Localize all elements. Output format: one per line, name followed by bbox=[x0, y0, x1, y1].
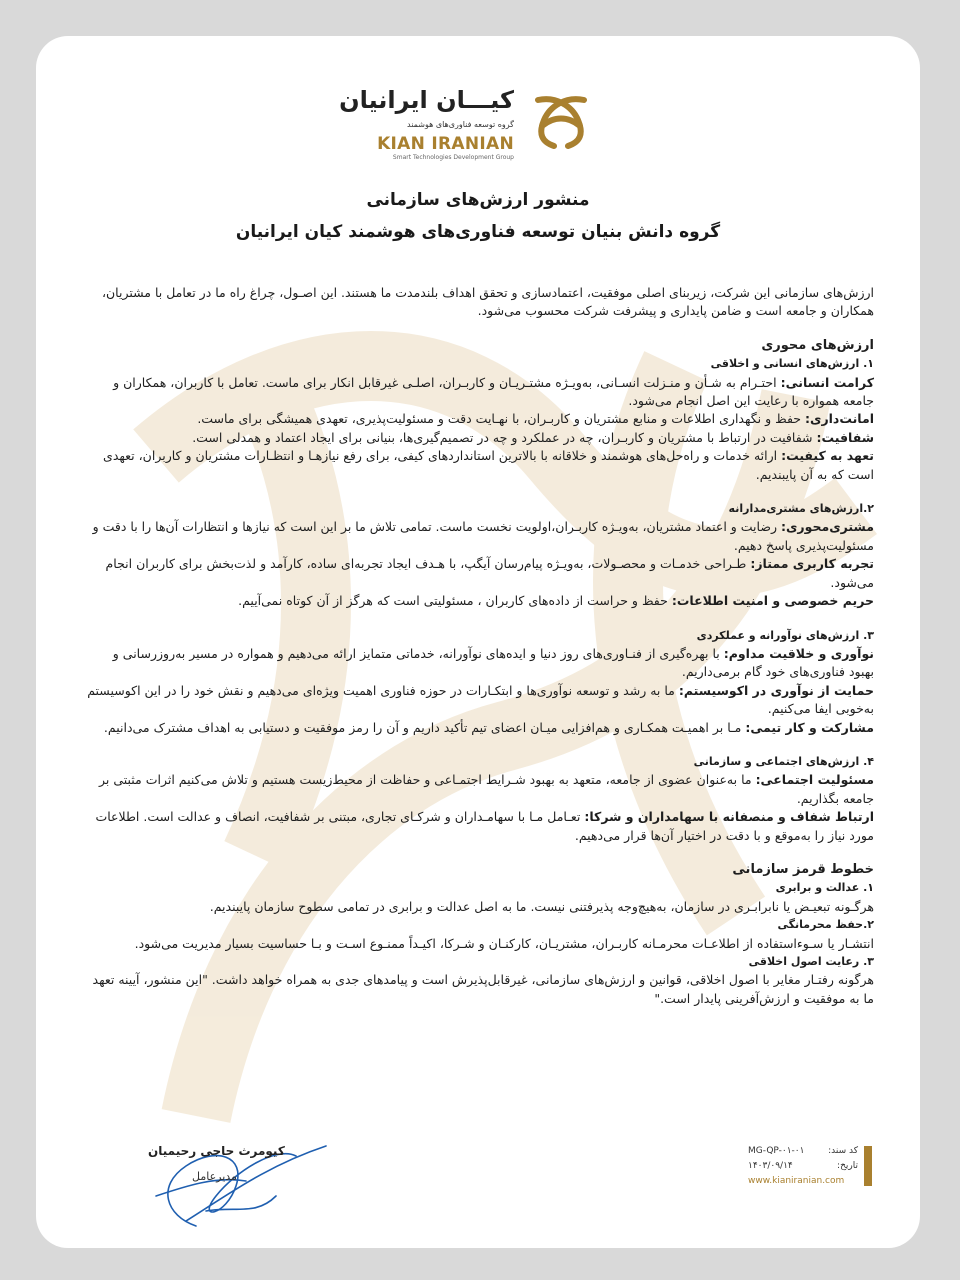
brand-name-fa: کیـــان ایرانیان bbox=[339, 86, 514, 114]
document-subtitle: گروه دانش بنیان توسعه فناوری‌های هوشمند کیان ایرانیان bbox=[235, 222, 721, 242]
value-label: حریم خصوصی و امنیت اطلاعات: bbox=[671, 593, 874, 609]
signature-scribble bbox=[126, 1126, 356, 1236]
value-text: با بهره‌گیری از فنـاوری‌های روز دنیا و ایده‌های نوآورانه، خدماتی متمایز ارائه می‌دهیم و همواره در مسیر به‌روزرسانی و بهبود فناوری‌های خود گام برمی‌داریم. bbox=[112, 645, 874, 680]
value-text: احتـرام به شـأن و منـزلت انسـانی، به‌ویـژه مشتـریـان و کاربـران، اصلـی غیرقابل انکار برای ماست. تعامل با کاربران، همکاران و جامعه همواره با رعایت این اصل انجام می‌شود. bbox=[113, 374, 874, 409]
red-lines-heading: خطوط قرمز سازمانی bbox=[732, 861, 874, 877]
group-title: ۴. ارزش‌های اجتماعی و سازمانی bbox=[693, 754, 874, 768]
value-item bbox=[84, 645, 874, 682]
value-label: شفافیت: bbox=[816, 429, 874, 445]
accent-bar bbox=[864, 1146, 872, 1186]
document-body bbox=[84, 284, 874, 1008]
value-text: ما به‌عنوان عضوی از جامعه، متعهد به بهبود شـرایط اجتمـاعی و حفاظت از محیط‌زیست هستیم و تلاش می‌کنیم اثرات مثبتی بر جامعه بگذاریم. bbox=[98, 772, 874, 806]
value-label: تجربه کاربری ممتاز: bbox=[750, 556, 874, 572]
brand-subtitle-en: Smart Technologies Development Group bbox=[392, 154, 514, 161]
doc-date-label: تاریخ: bbox=[837, 1161, 858, 1171]
doc-date-row bbox=[748, 1159, 858, 1174]
value-label: مسئولیت اجتماعی: bbox=[755, 772, 874, 788]
value-label: امانت‌داری: bbox=[805, 411, 874, 427]
value-label: حمایت از نوآوری در اکوسیستم: bbox=[678, 682, 874, 698]
value-text: حفظ و نگهداری اطلاعات و منابع مشتریان و کاربـران، با نهـایت دقت و مسئولیت‌پذیری، تعهدی همیشگی برای ماست. bbox=[197, 411, 805, 427]
red-line-text: انتشـار یا سـوءاستفاده از اطلاعـات محرمـانه کاربـران، مشتریـان، کارکنـان و شـرکا، اکیـداً ممنـوع اسـت و بـا حساسیت بسیار مدیریت می‌شود. bbox=[134, 935, 874, 951]
group-title: ۱. ارزش‌های انسانی و اخلاقی bbox=[710, 357, 874, 371]
red-line-text: هرگونه رفتـار مغایر با اصول اخلاقی، قوانین و ارزش‌های سازمانی، غیرقابل‌پذیرش است و پیامدهای جدی به همراه خواهد داشت. "این منشور، آیینه تعهد ما به موفقیت و ارزش‌آفرینی پایدار است." bbox=[92, 972, 874, 1006]
doc-code-row bbox=[748, 1144, 858, 1159]
intro-paragraph: ارزش‌های سازمانی این شرکت، زیربنای اصلی موفقیت، اعتمادسازی و تحقق اهداف بلندمدت ما هستند. این اصـول، چراغ راه ما در تعامل با مشتریان، همکاران و جامعه است و ضامن پایداری و پیشرفت شرکت محسوب می‌شود. bbox=[101, 285, 874, 319]
website-link[interactable]: www.kianiranian.com bbox=[748, 1176, 845, 1186]
value-text: حفظ و حراست از داده‌های کاربران ، مسئولیتی است که هرگز از آن کوتاه نمی‌آییم. bbox=[238, 593, 672, 609]
value-label: ارتباط شفاف و منصفانه با سهامداران و شرکا: bbox=[584, 809, 874, 825]
value-text: طـراحی خدمـات و محصـولات، به‌ویـژه پیام‌رسان آیگپ، با هـدف ایجاد تجربه‌ای ساده، کارآمد و لذت‌بخش برای کاربران انجام می‌شود. bbox=[105, 556, 874, 590]
doc-date-value: ۱۴۰۳/۰۹/۱۴ bbox=[748, 1161, 793, 1171]
red-line-title: ۱. عدالت و برابری bbox=[775, 881, 874, 895]
value-item bbox=[84, 682, 874, 719]
core-values-heading: ارزش‌های محوری bbox=[761, 337, 874, 353]
value-item bbox=[84, 808, 874, 845]
value-label: کرامت انسانی: bbox=[780, 374, 874, 390]
doc-code-label: کد سند: bbox=[828, 1146, 858, 1156]
value-item bbox=[84, 374, 874, 411]
red-line-title: ۳. رعایت اصول اخلاقی bbox=[748, 955, 874, 968]
value-item bbox=[84, 410, 874, 428]
value-label: نوآوری و خلاقیت مداوم: bbox=[723, 645, 874, 661]
value-label: مشتری‌محوری: bbox=[780, 519, 874, 535]
doc-code-value: MG-QP-۰۱-۰۱ bbox=[748, 1146, 805, 1156]
value-item bbox=[84, 592, 874, 610]
value-text: ارائه خدمات و راه‌حل‌های هوشمند و خلاقانه با بالاترین استانداردهای کیفی، برای رفع نیازهـا و انتظـارات مشتریان و کاربران، تعهدی است که به آن پایبندیم. bbox=[103, 448, 874, 482]
value-text: مـا بر اهمیـت همکـاری و هم‌افزایی میـان اعضای تیم تأکید داریم و آن را رمز موفقیت و دستیابی به اهداف مشترک می‌دانیم. bbox=[103, 719, 746, 735]
value-item bbox=[84, 447, 874, 484]
value-item bbox=[84, 518, 874, 555]
value-text: رضایت و اعتماد مشتریان، به‌ویـژه کاربـران،اولویت نخست ماست. تمامی تلاش ما بر این است که نیازها و انتظارات آن‌ها را با دقت و مسئولیت‌پذیری پاسخ دهیم. bbox=[92, 519, 874, 553]
red-line-title: ۲.حفظ محرمانگی bbox=[777, 918, 874, 932]
value-item bbox=[84, 719, 874, 737]
group-title: ۳. ارزش‌های نوآورانه و عملکردی bbox=[696, 628, 874, 642]
brand-subtitle-fa: گروه توسعه فناوری‌های هوشمند bbox=[407, 120, 514, 129]
red-line-text: هرگـونه تبعیـض یا نابرابـری در سازمان، به‌هیچ‌وجه پذیرفتنی نیست. ما به اصل عدالت و برابری در تمامی سطوح سازمان پایبندیم. bbox=[209, 898, 874, 914]
brand-name-en: KIAN IRANIAN bbox=[377, 134, 514, 154]
value-label: مشارکت و کار تیمی: bbox=[745, 719, 874, 735]
kian-logo-icon bbox=[528, 86, 594, 152]
group-title: ۲.ارزش‌های مشتری‌مدارانه bbox=[728, 502, 874, 516]
document-sheet bbox=[36, 36, 920, 1248]
value-item bbox=[84, 429, 874, 447]
signatory-name: کیومرث حاجی رحیمیان bbox=[148, 1144, 285, 1158]
value-text: تعـامل مـا با سهامـداران و شرکـای تجاری، مبتنی بر شفافیت، انصاف و عدالت است. اطلاعات مورد نیاز را به‌موقع و با دقت در اختیار آن‌ها قرار می‌دهیم. bbox=[95, 809, 874, 843]
value-text: ما به رشد و توسعه نوآوری‌ها و ابتکـارات در حوزه فناوری اهمیت ویژه‌ای می‌دهیم و نقش خود را در این اکوسیستم به‌خوبی ایفا می‌کنیم. bbox=[87, 682, 874, 717]
company-logo bbox=[339, 80, 594, 190]
value-item bbox=[84, 555, 874, 592]
signatory-role: مدیرعامل bbox=[192, 1170, 237, 1183]
value-item bbox=[84, 771, 874, 808]
value-label: تعهد به کیفیت: bbox=[781, 448, 874, 464]
document-meta bbox=[748, 1144, 858, 1189]
document-title: منشور ارزش‌های سازمانی bbox=[366, 190, 590, 210]
value-text: شفافیت در ارتباط با مشتریان و کاربـران، چه در عملکرد و چه در تصمیم‌گیری‌ها، بنیانی برای ایجاد اعتماد و همدلی است. bbox=[192, 429, 817, 445]
